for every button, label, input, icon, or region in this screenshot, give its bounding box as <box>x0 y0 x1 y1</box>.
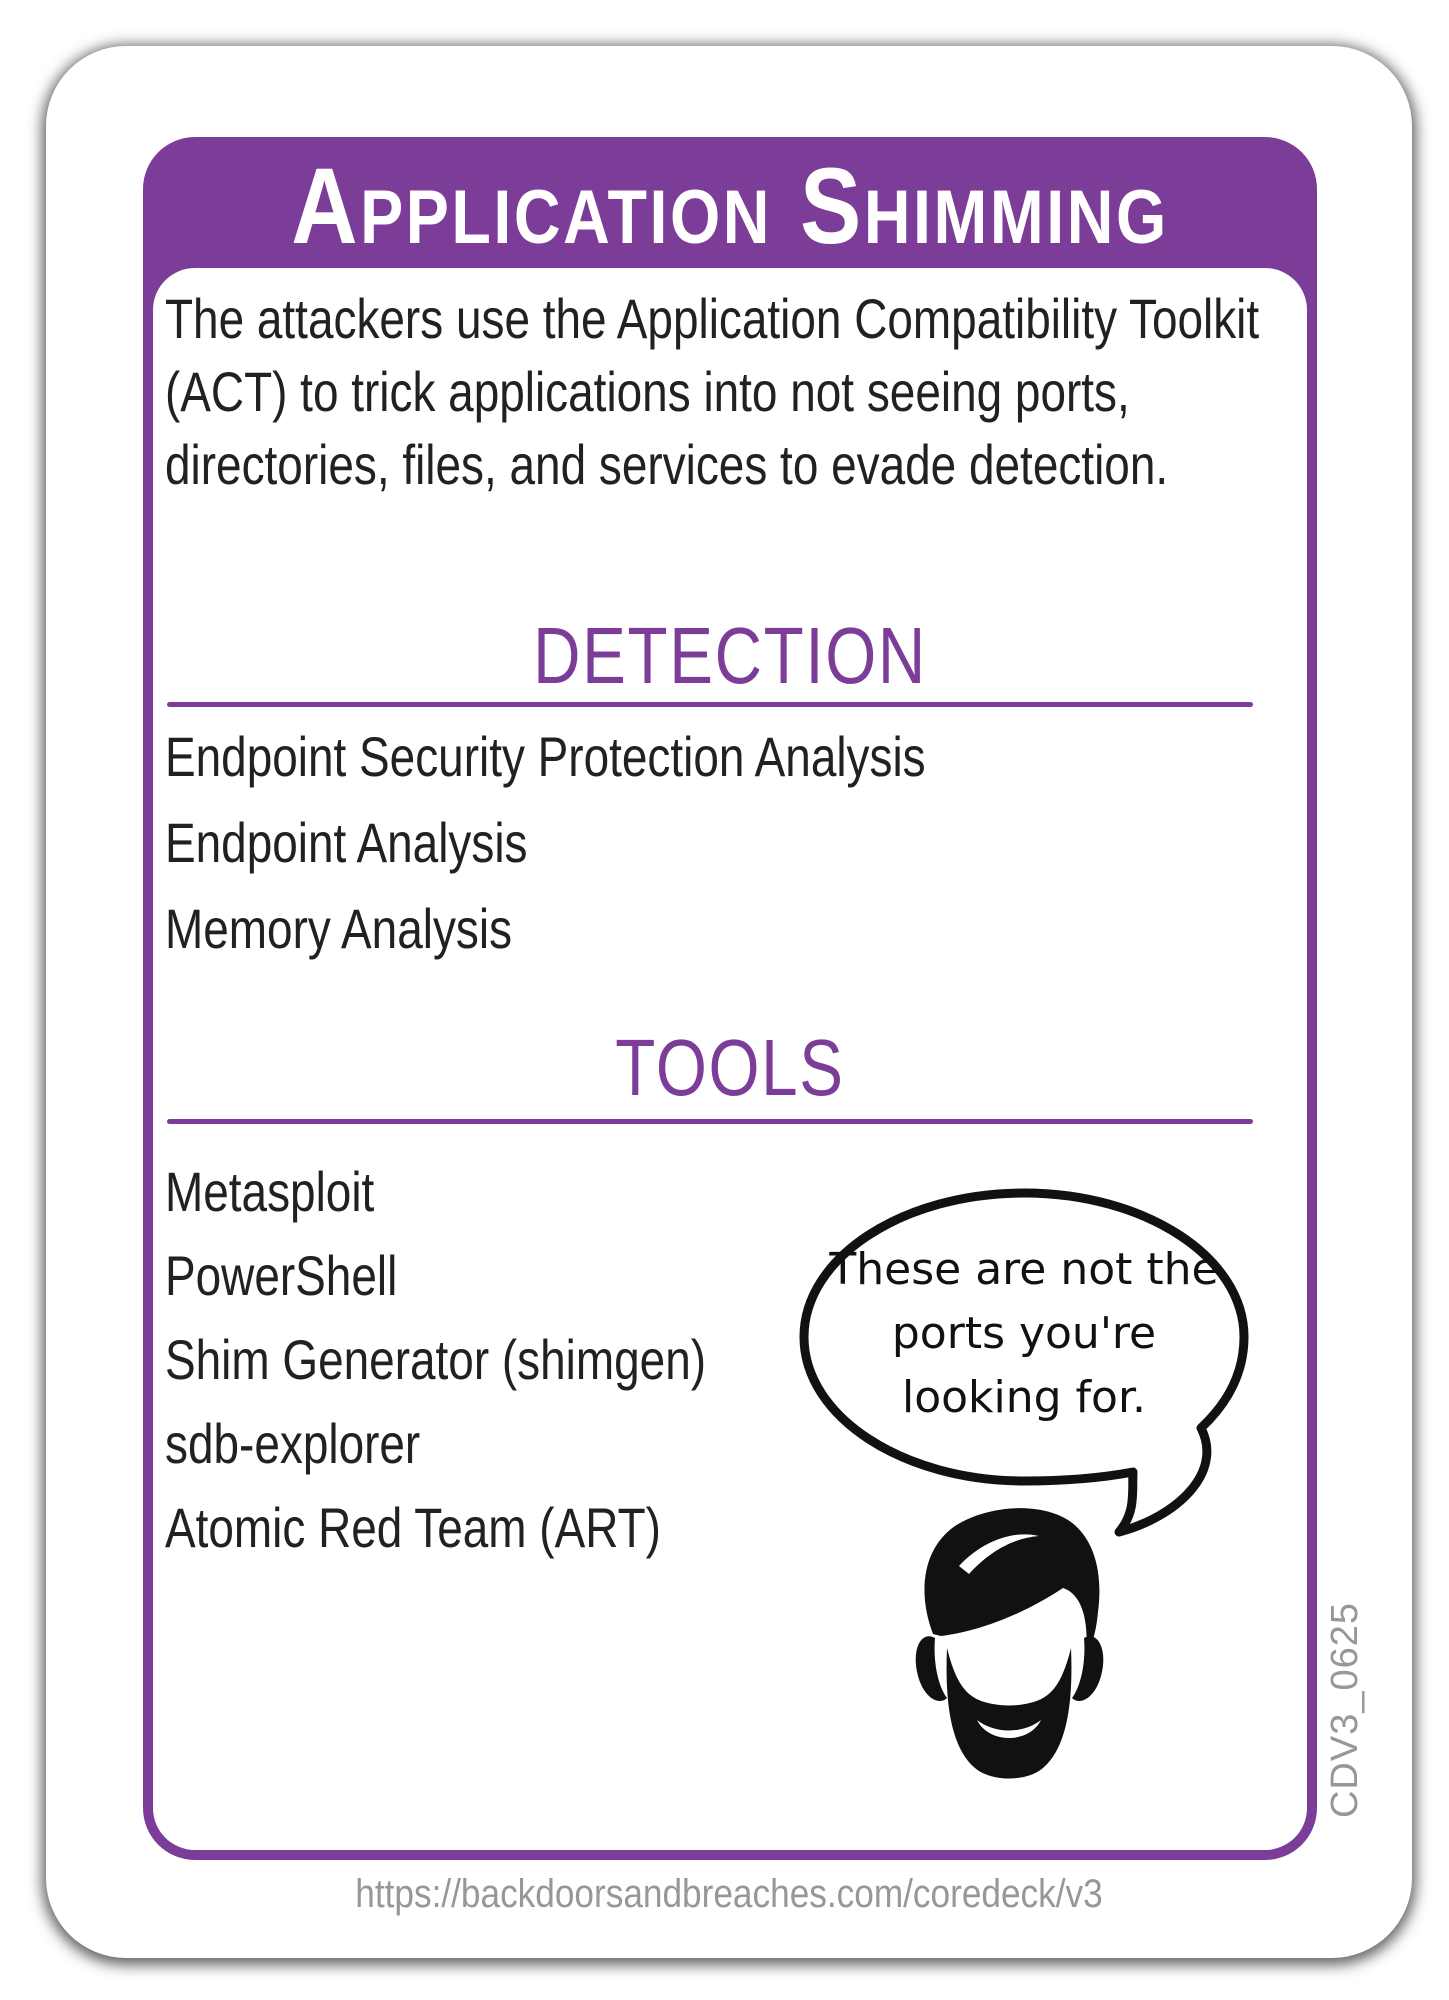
list-item: sdb-explorer <box>165 1412 421 1475</box>
list-item: Metasploit <box>165 1160 375 1223</box>
section-heading-tools: TOOLS <box>615 1023 845 1112</box>
section-divider <box>167 1119 1253 1124</box>
section-divider <box>167 702 1253 707</box>
list-item: Endpoint Security Protection Analysis <box>165 725 926 788</box>
card-code: CDV3_0625 <box>1324 1601 1366 1819</box>
list-item: Endpoint Analysis <box>165 811 528 874</box>
game-card <box>46 46 1412 1958</box>
list-item: Atomic Red Team (ART) <box>165 1496 661 1559</box>
list-item: Memory Analysis <box>165 897 513 960</box>
card-header <box>143 137 1317 268</box>
card-content <box>153 268 1307 1850</box>
section-heading-detection: DETECTION <box>533 611 927 700</box>
card-frame <box>143 137 1317 1860</box>
card-title: Application Shimming <box>291 145 1169 266</box>
detection-list <box>165 714 1306 972</box>
list-item: PowerShell <box>165 1244 398 1307</box>
list-item: Shim Generator (shimgen) <box>165 1328 707 1391</box>
speech-bubble-text: These are not the ports you're looking for. <box>829 1244 1219 1423</box>
bearded-man-face-icon <box>903 1496 1113 1796</box>
card-description: The attackers use the Application Compatibility Toolkit (ACT) to trick applications into not seeing ports, directories, files, and services to evade detection. <box>165 287 1260 496</box>
footer-url: https://backdoorsandbreaches.com/coredeck/v3 <box>355 1872 1103 1916</box>
